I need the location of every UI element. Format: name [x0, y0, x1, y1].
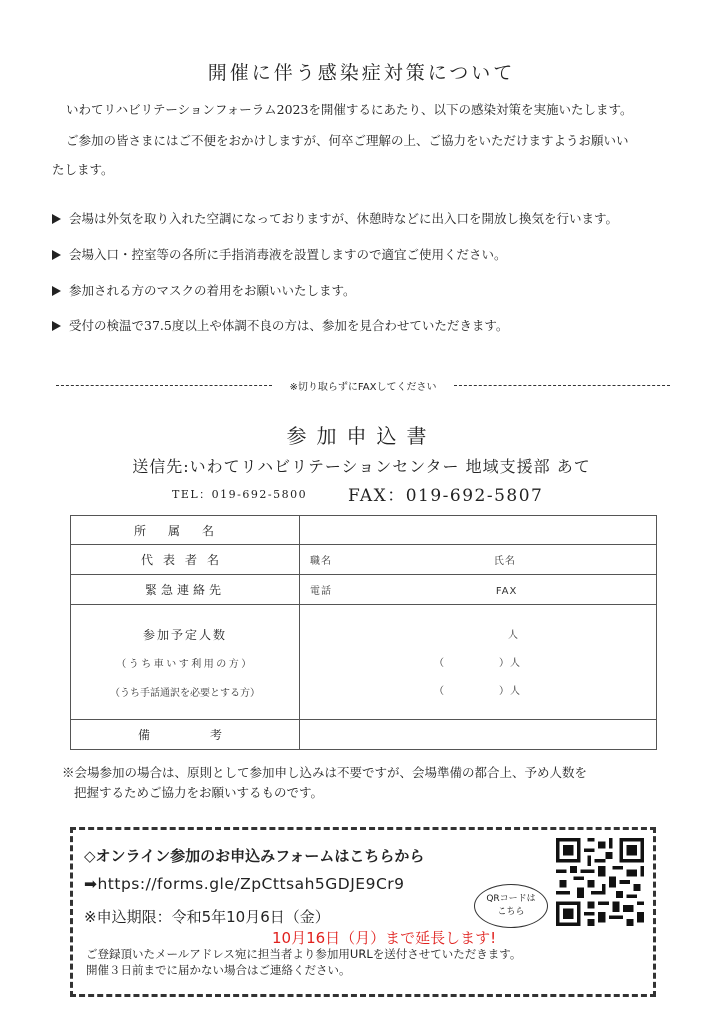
send-to: 送信先:いわてリハビリテーションセンター 地域支援部 あて [132, 457, 591, 476]
intro-line-1: いわてリハビリテーションフォーラム2023を開催するにあたり、以下の感染対策を実施いたします。 [66, 102, 633, 117]
phone-label: 電話 [310, 586, 332, 597]
sign-language-label: （うち手話通訳を必要とする方） [110, 687, 260, 699]
info-line-1: ご登録頂いたメールアドレス宛に担当者より参加用URLを送付させていただきます。 [86, 947, 522, 961]
cut-line-label: ※切り取らずにFAXしてください [289, 382, 437, 393]
fax-number: FAX：019-692-5807 [348, 486, 544, 506]
cut-line [56, 378, 670, 393]
measure-item: 参加される方のマスクの着用をお願いいたします。 [52, 281, 356, 299]
triangle-bullet-icon [52, 321, 61, 331]
intro-line-3: たします。 [52, 162, 114, 177]
note-line-1: ※会場参加の場合は、原則として参加申し込みは不要ですが、会場準備の都合上、予め人数を [62, 765, 588, 780]
measure-item: 受付の検温で37.5度以上や体調不良の方は、参加を見合わせていただきます。 [52, 316, 508, 334]
form-title: 参加申込書 [286, 424, 437, 448]
info-line-2: 開催３日前までに届かない場合はご連絡ください。 [86, 963, 351, 977]
name-label: 氏名 [493, 556, 516, 567]
measure-item: 会場入口・控室等の各所に手指消毒液を設置しますので適宜ご使用ください。 [52, 245, 507, 263]
representative-label: 代表者名 [71, 545, 300, 575]
deadline-text: ※申込期限：令和5年10月6日（金） [84, 908, 330, 926]
remarks-label: 備考 [71, 720, 300, 750]
emergency-field[interactable] [300, 575, 657, 605]
remarks-field[interactable] [300, 720, 657, 750]
qr-callout-bubble [474, 884, 548, 928]
measures-title: 開催に伴う感染症対策について [207, 62, 516, 84]
affiliation-field[interactable] [300, 516, 657, 545]
emergency-label: 緊急連絡先 [71, 575, 300, 605]
fax-label: FAX [495, 586, 518, 597]
affiliation-label: 所属名 [71, 516, 300, 545]
triangle-bullet-icon [52, 214, 61, 224]
registration-url-link[interactable]: ➡https://forms.gle/ZpCttsah5GDJE9Cr9 [84, 875, 405, 893]
application-form [70, 515, 657, 750]
paren-open: （ [434, 686, 445, 697]
representative-field[interactable] [300, 545, 657, 575]
sign-language-unit: ）人 [499, 686, 521, 697]
paren-open: （ [434, 658, 445, 669]
planned-attendees-field[interactable] [300, 605, 657, 720]
triangle-bullet-icon [52, 250, 61, 260]
planned-attendees-label-cell [71, 605, 300, 720]
qr-code-icon[interactable] [556, 838, 644, 926]
online-heading: ◇オンライン参加のお申込みフォームはこちらから [84, 847, 425, 865]
job-title-label: 職名 [310, 556, 332, 567]
person-unit: 人 [508, 630, 519, 641]
note-line-2: 把握するためご協力をお願いするものです。 [74, 785, 324, 800]
planned-attendees-label: 参加予定人数 [142, 627, 227, 642]
intro-line-2: ご参加の皆さまにはご不便をおかけしますが、何卒ご理解の上、ご協力をいただけますようお願いい [66, 133, 629, 148]
qr-callout-line-2: こちら [497, 907, 525, 917]
attendance-note [62, 763, 672, 803]
wheelchair-label: （うち車いす利用の方） [116, 658, 254, 670]
wheelchair-unit: ）人 [499, 658, 521, 669]
triangle-bullet-icon [52, 286, 61, 296]
measure-item: 会場は外気を取り入れた空調になっておりますが、休憩時などに出入口を開放し換気を行います。 [52, 209, 618, 227]
qr-callout-line-1: QRコードは [486, 894, 536, 904]
tel-number: TEL：019-692-5800 [172, 488, 308, 501]
extension-notice: 10月16日（月）まで延長します! [272, 929, 497, 947]
